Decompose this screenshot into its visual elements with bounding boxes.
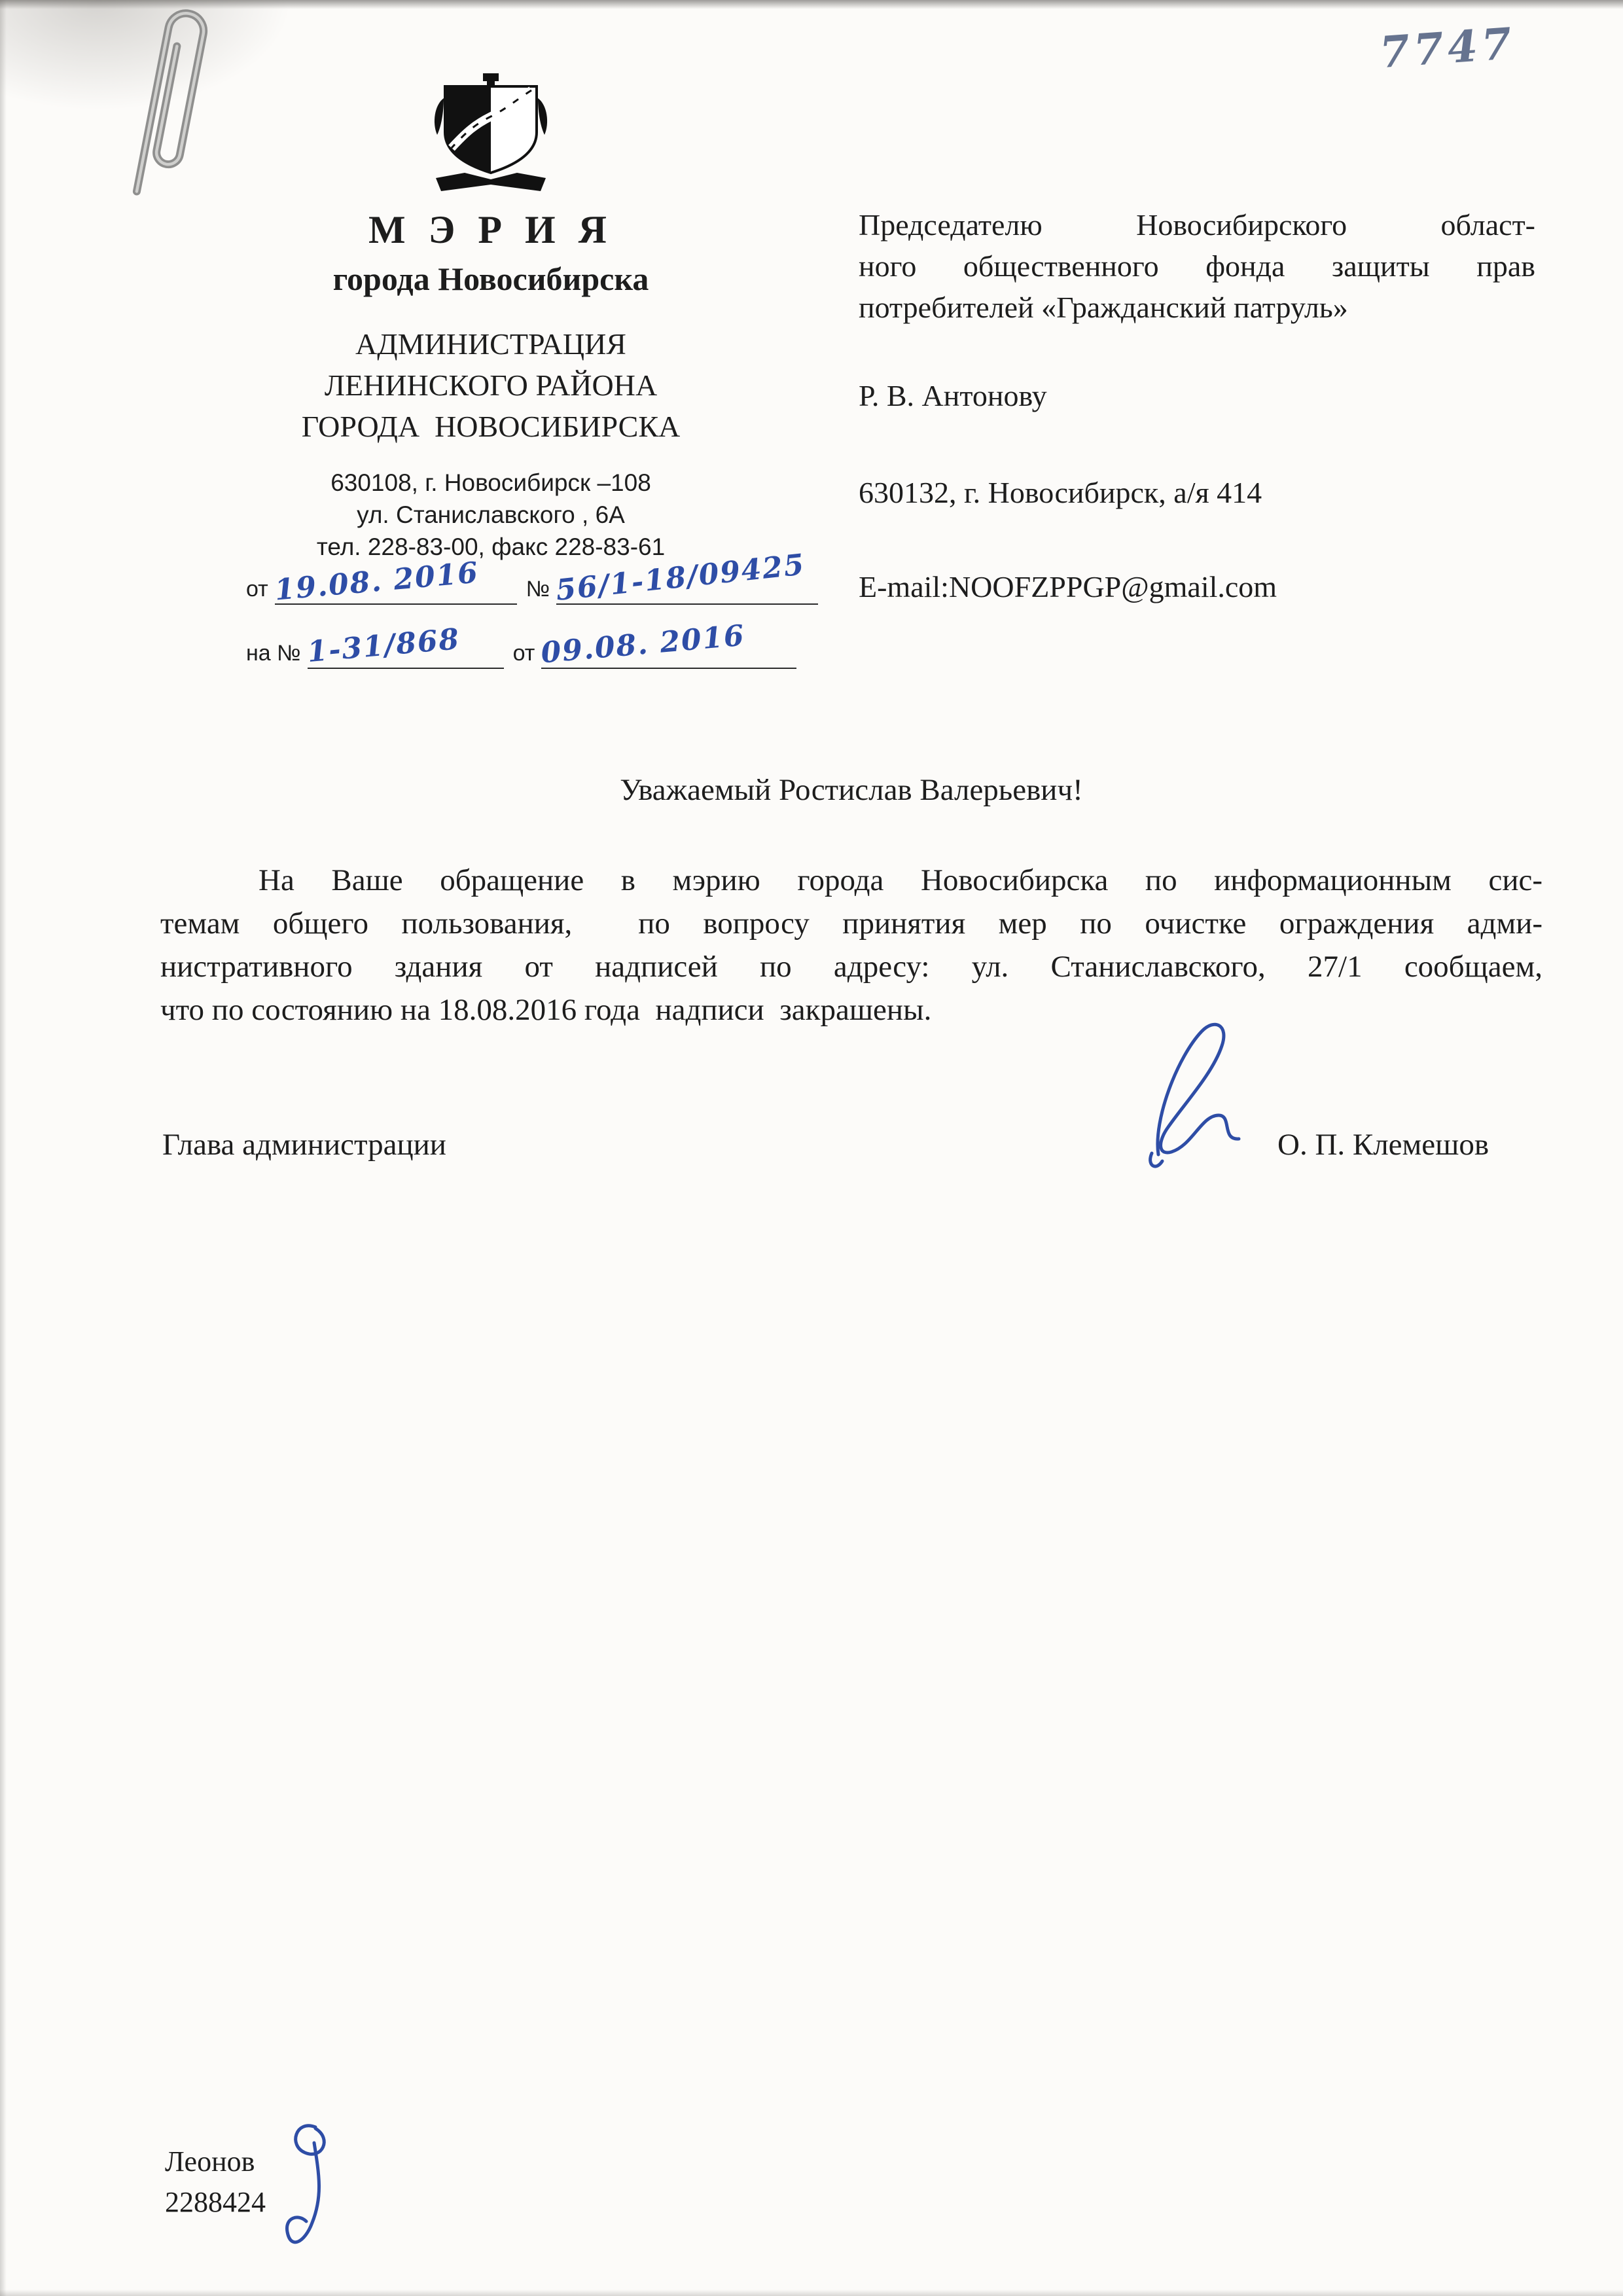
reply-from-label: от xyxy=(512,641,535,666)
paragraph-line: нистративного здания от надписей по адресу: ул. Станиславского, 27/1 сообщаем, xyxy=(160,950,1543,984)
incoming-number-blank xyxy=(306,622,504,670)
executor-block xyxy=(165,2142,266,2223)
salutation: Уважаемый Ростислав Валерьевич! xyxy=(620,773,1083,807)
recipient-block xyxy=(859,204,1535,604)
handwritten-outgoing-number: 56/1-18/09425 xyxy=(554,548,807,607)
incoming-date-blank xyxy=(539,619,796,670)
recipient-line: потребителей «Гражданский патруль» xyxy=(859,291,1348,324)
recipient-postal-address: 630132, г. Новосибирск, а/я 414 xyxy=(859,476,1262,509)
letterhead-address-block xyxy=(118,467,864,563)
scan-shadow-bottom xyxy=(0,2289,1623,2296)
from-label: от xyxy=(246,577,268,601)
outgoing-number-blank xyxy=(554,548,818,607)
handwritten-signature xyxy=(1137,1016,1281,1183)
paragraph-line: темам общего пользования, по вопросу принятия мер по очистке ограждения адми- xyxy=(160,906,1543,941)
body-paragraph xyxy=(160,859,1543,1031)
coat-of-arms-svg xyxy=(427,72,555,200)
department-line: АДМИНИСТРАЦИЯ xyxy=(355,327,626,361)
org-subtitle: города Новосибирска xyxy=(332,260,649,297)
department-line: ГОРОДА НОВОСИБИРСКА xyxy=(301,410,681,443)
paragraph-line: На Ваше обращение в мэрию города Новосибирска по информационным сис- xyxy=(259,863,1543,897)
scan-shadow-left xyxy=(0,0,7,2296)
executor-name: Леонов xyxy=(165,2145,255,2178)
executor-phone: 2288424 xyxy=(165,2186,266,2218)
handwritten-corner-number: 7747 xyxy=(1378,17,1518,79)
outgoing-ref-line xyxy=(246,548,827,607)
outgoing-date-blank xyxy=(273,556,517,607)
paragraph-line: что по состоянию на 18.08.2016 года надписи закрашены. xyxy=(160,993,932,1027)
org-title: М Э Р И Я xyxy=(368,208,613,251)
recipient-email: E-mail:NOOFZPPGP@gmail.com xyxy=(859,570,1277,603)
handwritten-initials xyxy=(275,2115,360,2276)
reply-label: на № xyxy=(246,641,301,666)
recipient-line: ного общественного фонда защиты прав xyxy=(859,249,1535,283)
handwritten-incoming-date: 09.08. 2016 xyxy=(539,619,747,670)
letterhead-address-line: 630108, г. Новосибирск –108 xyxy=(330,469,651,496)
signature-svg xyxy=(1137,1016,1281,1179)
department-block xyxy=(118,323,864,447)
handwritten-incoming-number: 1-31/868 xyxy=(306,622,461,670)
recipient-name: Р. В. Антонову xyxy=(859,379,1047,412)
letterhead-address-line: ул. Станиславского , 6А xyxy=(357,501,625,528)
initials-svg xyxy=(275,2115,360,2272)
signer-name: О. П. Клемешов xyxy=(1277,1128,1489,1162)
letterhead xyxy=(118,208,864,563)
department-line: ЛЕНИНСКОГО РАЙОНА xyxy=(324,368,658,402)
incoming-ref-line xyxy=(246,619,806,670)
signer-position-title: Глава администрации xyxy=(162,1128,446,1162)
letterhead-address-line: тел. 228-83-00, факс 228-83-61 xyxy=(316,533,666,560)
handwritten-outgoing-date: 19.08. 2016 xyxy=(273,556,480,607)
number-label: № xyxy=(526,577,550,601)
coat-of-arms-icon xyxy=(427,72,555,204)
recipient-line: Председателю Новосибирского област- xyxy=(859,208,1535,242)
